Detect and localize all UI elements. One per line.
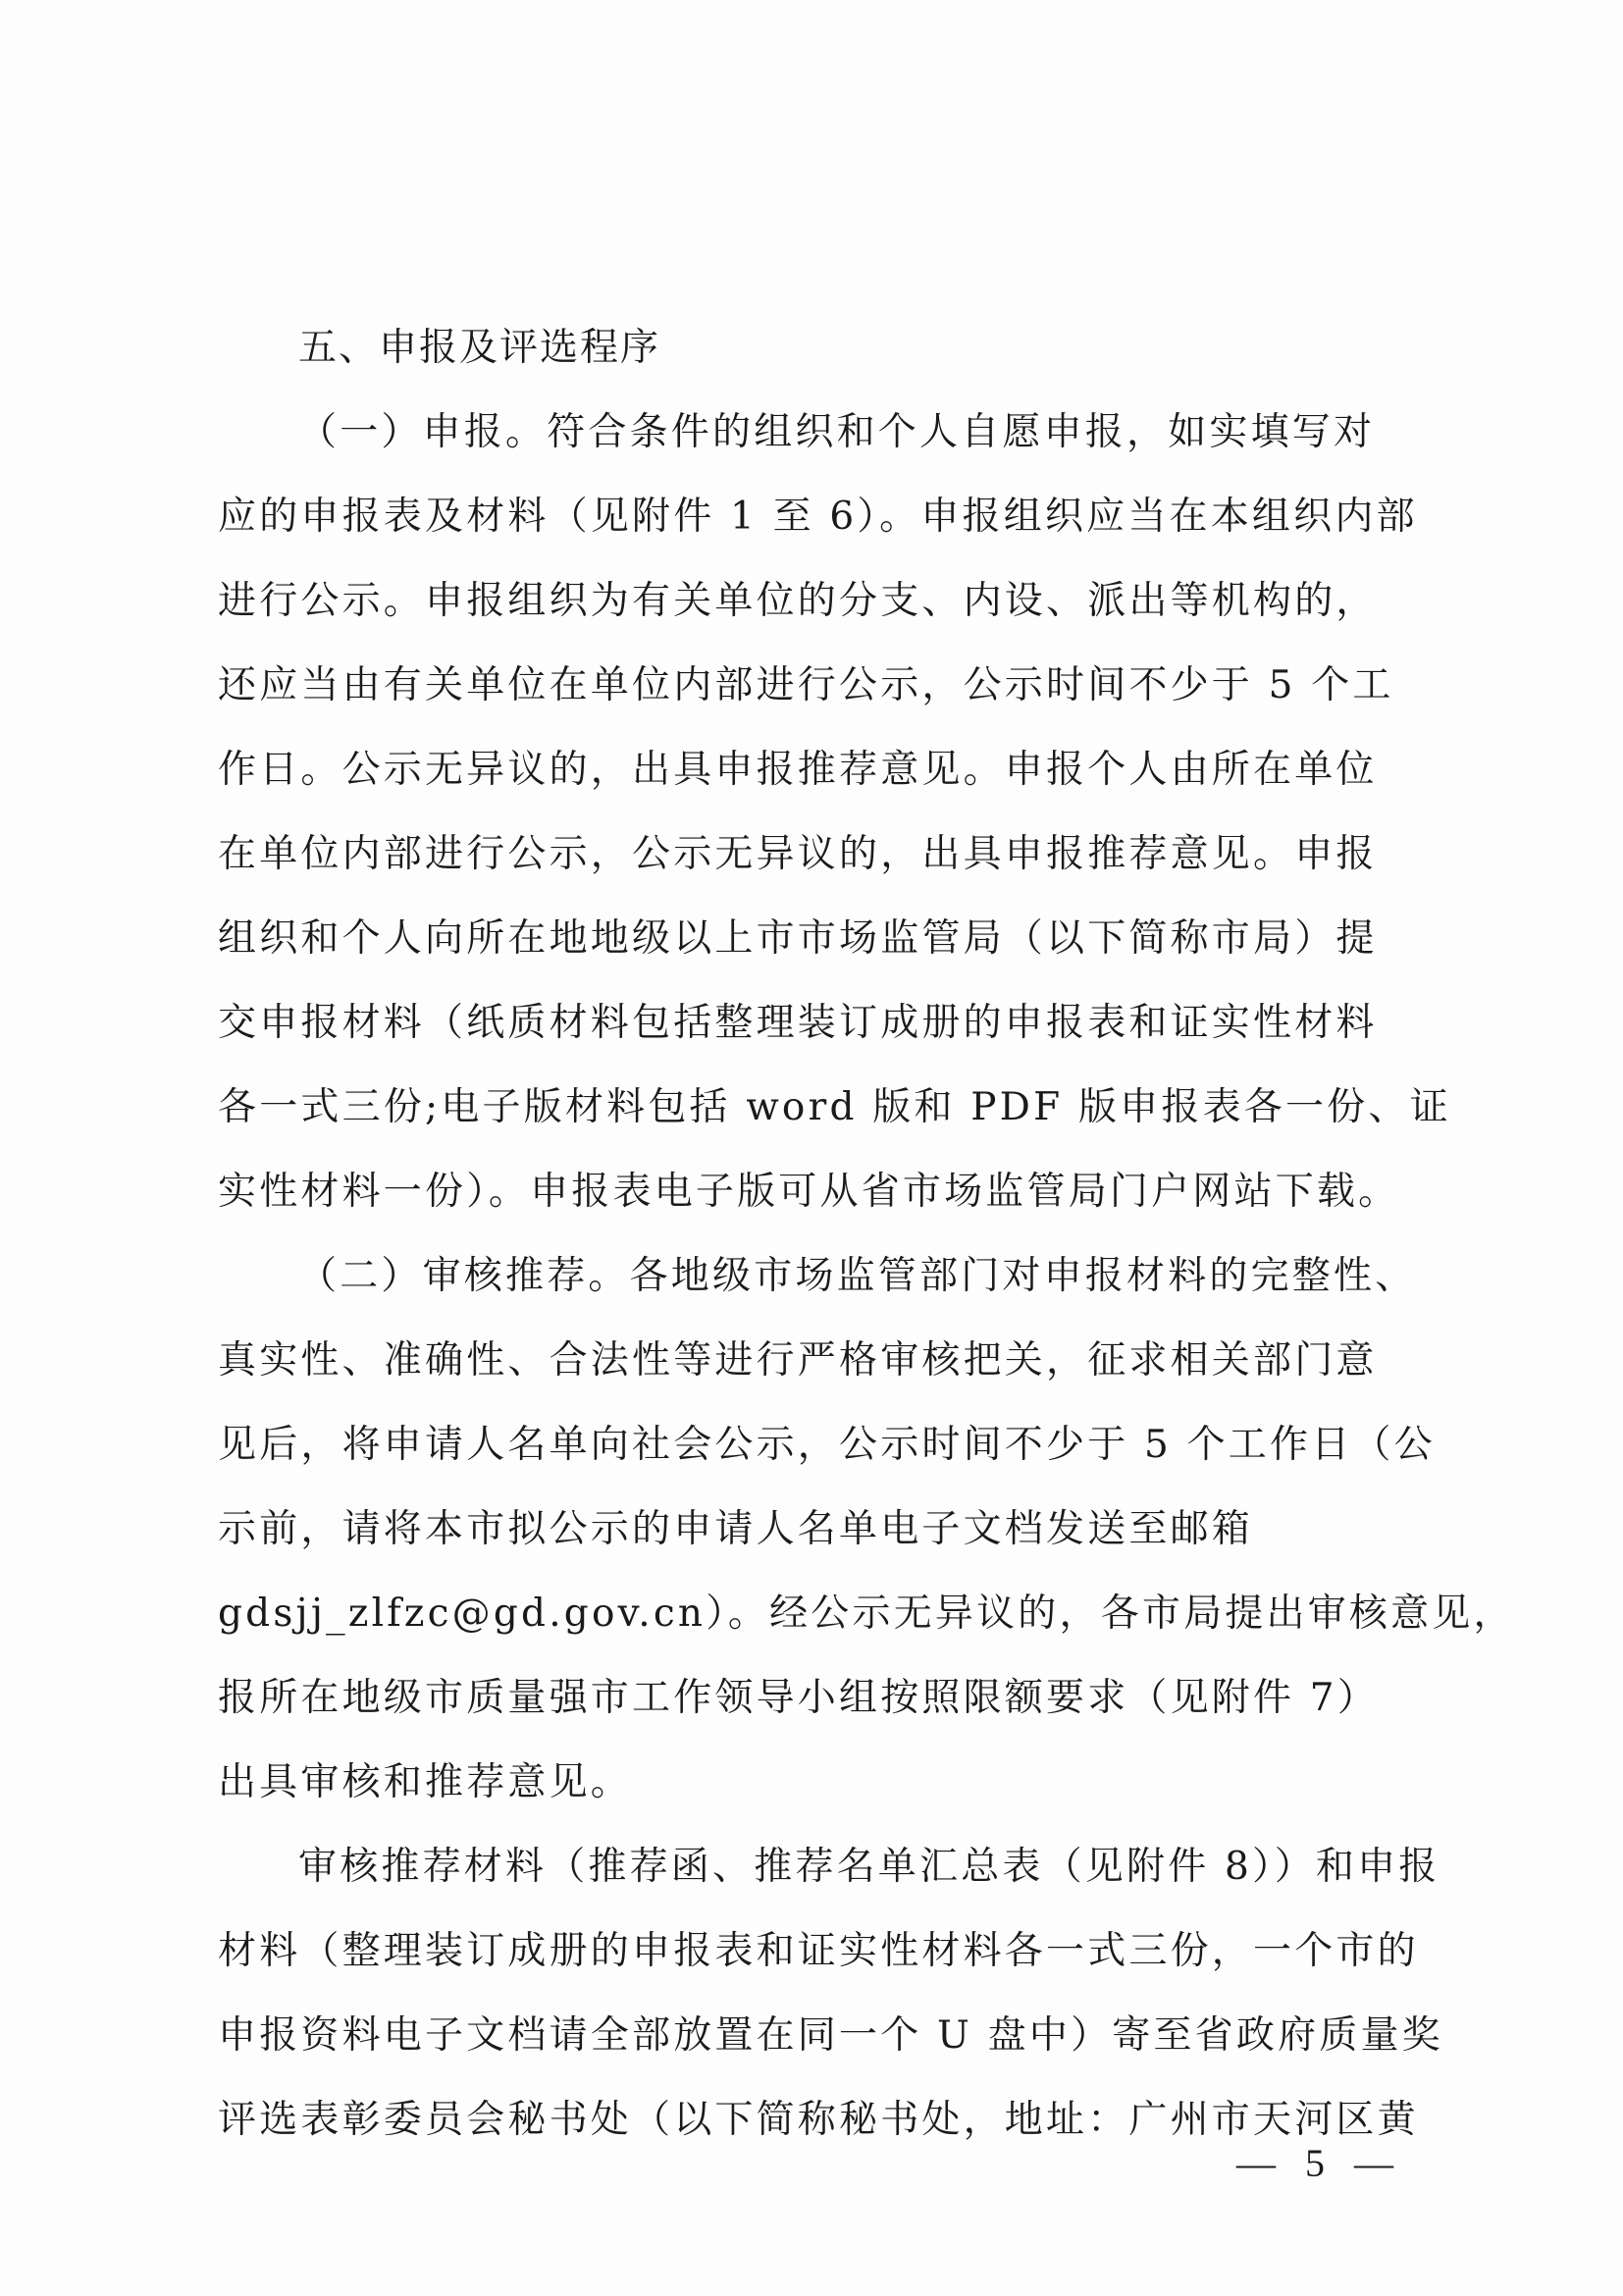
text-line-13: 见后，将申请人名单向社会公示，公示时间不少于 5 个工作日（公 — [218, 1423, 1436, 1467]
text-line-11: （二）审核推荐。各地级市场监管部门对申报材料的完整性、 — [298, 1254, 1417, 1298]
text-line-16: 报所在地级市质量强市工作领导小组按照限额要求（见附件 7） — [218, 1676, 1380, 1720]
text-line-10: 实性材料一份）。申报表电子版可从省市场监管局门户网站下载。 — [218, 1170, 1400, 1214]
text-line-2: 应的申报表及材料（见附件 1 至 6）。申报组织应当在本组织内部 — [218, 495, 1418, 539]
text-line-12: 真实性、准确性、合法性等进行严格审核把关，征求相关部门意 — [218, 1338, 1378, 1383]
text-line-18: 审核推荐材料（推荐函、推荐名单汇总表（见附件 8））和申报 — [298, 1845, 1440, 1889]
text-line-7: 组织和个人向所在地地级以上市市场监管局（以下简称市局）提 — [218, 916, 1378, 961]
text-line-14: 示前，请将本市拟公示的申请人名单电子文档发送至邮箱 — [218, 1507, 1254, 1551]
text-line-9: 各一式三份;电子版材料包括 word 版和 PDF 版申报表各一份、证 — [218, 1085, 1451, 1129]
text-line-20: 申报资料电子文档请全部放置在同一个 U 盘中）寄至省政府质量奖 — [218, 2013, 1443, 2058]
section-heading: 五、申报及评选程序 — [298, 326, 661, 370]
text-line-4: 还应当由有关单位在单位内部进行公示，公示时间不少于 5 个工 — [218, 663, 1394, 707]
text-line-3: 进行公示。申报组织为有关单位的分支、内设、派出等机构的， — [218, 579, 1378, 623]
text-line-21: 评选表彰委员会秘书处（以下简称秘书处，地址：广州市天河区黄 — [218, 2098, 1419, 2142]
text-line-1: （一）申报。符合条件的组织和个人自愿申报，如实填写对 — [298, 410, 1376, 454]
text-line-19: 材料（整理装订成册的申报表和证实性材料各一式三份，一个市的 — [218, 1929, 1419, 1973]
email-line: gdsjj_zlfzc@gd.gov.cn）。经公示无异议的，各市局提出审核意见， — [218, 1592, 1515, 1636]
page-number: — 5 — — [1236, 2141, 1403, 2185]
text-line-17: 出具审核和推荐意见。 — [218, 1760, 633, 1804]
text-line-6: 在单位内部进行公示，公示无异议的，出具申报推荐意见。申报 — [218, 832, 1378, 876]
text-line-5: 作日。公示无异议的，出具申报推荐意见。申报个人由所在单位 — [218, 748, 1378, 792]
text-line-8: 交申报材料（纸质材料包括整理装订成册的申报表和证实性材料 — [218, 1001, 1378, 1045]
